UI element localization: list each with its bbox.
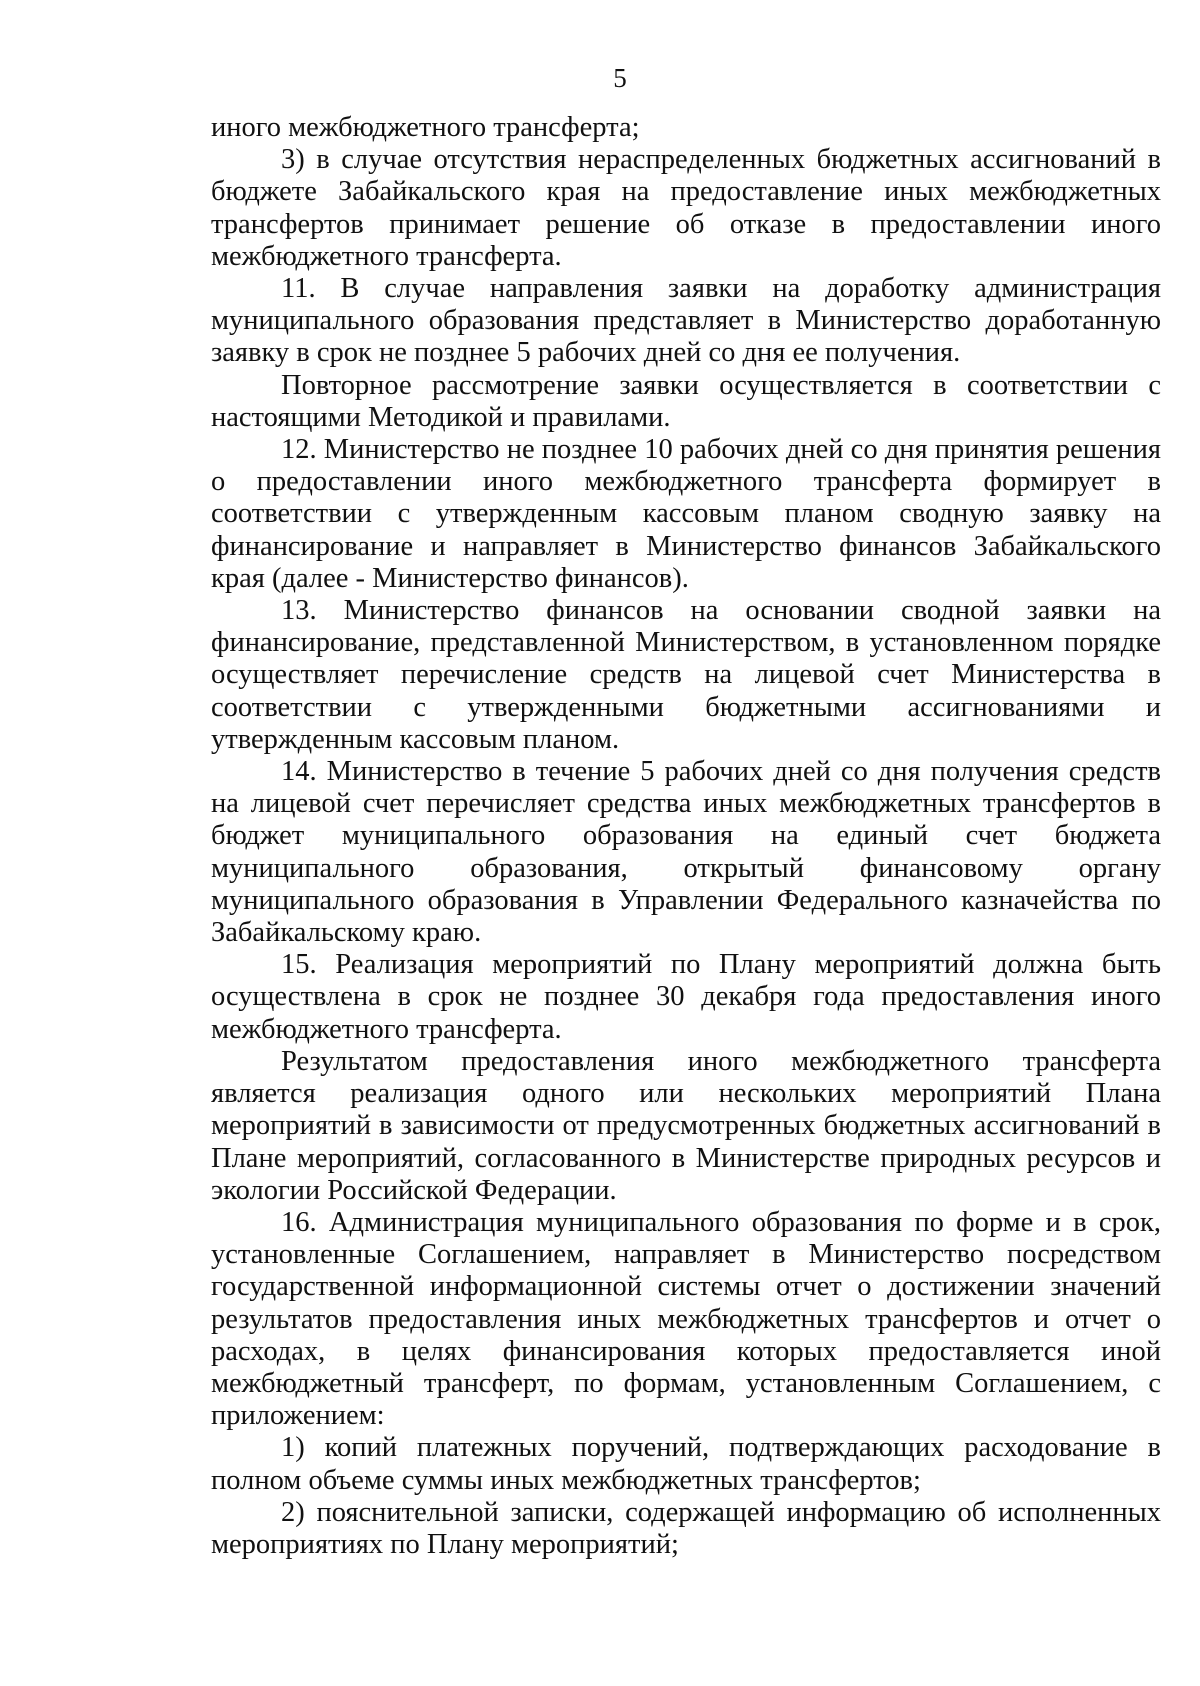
paragraph-continuation: иного межбюджетного трансферта;	[211, 112, 640, 143]
paragraph-result: Результатом предоставления иного межбюджетного трансферта является реализация одного или нескольких мероприятий Плана мероприятий в зависимости от предусмотренных бюджетных ассигнований в Плане мероприятий, согласованного в Министерстве природных ресурсов и экологии Российской Федерации.	[211, 1045, 1161, 1206]
paragraph-subitem-1: 1) копий платежных поручений, подтверждающих расходование в полном объеме суммы иных межбюджетных трансфертов;	[211, 1432, 1161, 1496]
paragraph-clause-13: 13. Министерство финансов на основании сводной заявки на финансирование, представленной Министерством, в установленном порядке осуществляет перечисление средств на лицевой счет Министерства в соответствии с утвержденными бюджетными ассигнованиями и утвержденным кассовым планом.	[211, 595, 1161, 755]
page-number: 5	[613, 63, 627, 93]
paragraph-clause-12: 12. Министерство не позднее 10 рабочих дней со дня принятия решения о предоставлении иного межбюджетного трансферта формирует в соответствии с утвержденным кассовым планом сводную заявку на финансирование и направляет в Министерство финансов Забайкальского края (далее - Министерство финансов).	[211, 434, 1161, 594]
paragraph-clause-15: 15. Реализация мероприятий по Плану мероприятий должна быть осуществлена в срок не позднее 30 декабря года предоставления иного межбюджетного трансферта.	[211, 949, 1161, 1045]
paragraph-clause-11: 11. В случае направления заявки на доработку администрация муниципального образования представляет в Министерство доработанную заявку в срок не позднее 5 рабочих дней со дня ее получения.	[211, 273, 1161, 369]
paragraph-resubmission: Повторное рассмотрение заявки осуществляется в соответствии с настоящими Методикой и правилами.	[211, 369, 1161, 433]
paragraph-clause-16: 16. Администрация муниципального образования по форме и в срок, установленные Соглашением, направляет в Министерство посредством государственной информационной системы отчет о достижении значений результатов предоставления иных межбюджетных трансфертов и отчет о расходах, в целях финансирования которых предоставляется иной межбюджетный трансферт, по формам, установленным Соглашением, с приложением:	[211, 1206, 1161, 1432]
paragraph-item-3: 3) в случае отсутствия нераспределенных бюджетных ассигнований в бюджете Забайкальского края на предоставление иных межбюджетных трансфертов принимает решение об отказе в предоставлении иного межбюджетного трансферта.	[211, 144, 1161, 272]
paragraph-subitem-2: 2) пояснительной записки, содержащей информацию об исполненных мероприятиях по Плану мероприятий;	[211, 1496, 1161, 1560]
document-body	[211, 112, 1161, 1561]
paragraph-clause-14: 14. Министерство в течение 5 рабочих дней со дня получения средств на лицевой счет перечисляет средства иных межбюджетных трансфертов в бюджет муниципального образования на единый счет бюджета муниципального образования, открытый финансовому органу муниципального образования в Управлении Федерального казначейства по Забайкальскому краю.	[211, 756, 1161, 949]
